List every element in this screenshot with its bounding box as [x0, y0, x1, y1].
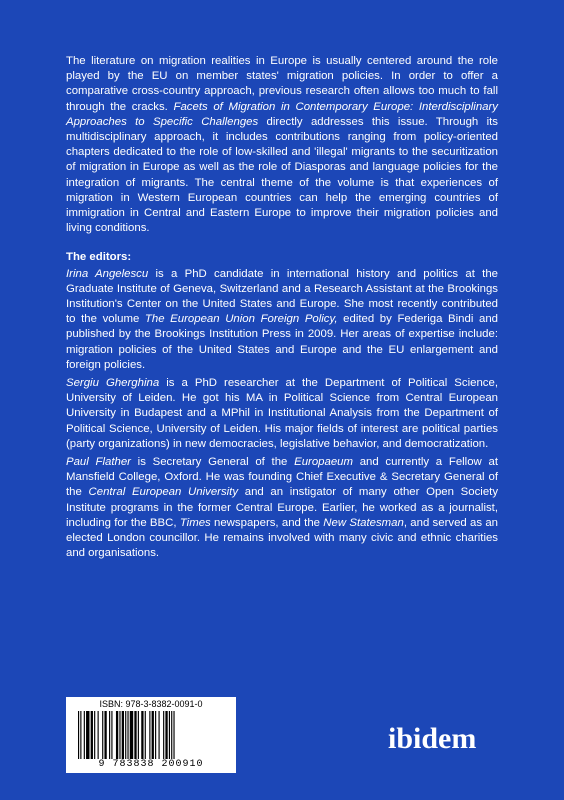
publication-name: New Statesman	[323, 516, 404, 529]
editor-name: Irina Angelescu	[66, 267, 149, 280]
book-title: Facets of Migration in Contemporary Europe: Interdisciplinary Approaches to Specific Challenges	[66, 100, 498, 128]
bio-text: edited by Federiga Bindi and published by the Brookings Institution Press in 2009. Her areas of expertise include: migration policies of the United States and Europe and the EU enlargement and foreign policies.	[66, 313, 498, 371]
editor-bio-flather	[66, 455, 498, 561]
barcode-bars-icon	[78, 711, 226, 759]
bio-text: newspapers, and the	[210, 516, 324, 529]
isbn-label: ISBN: 978-3-8382-0091-0	[99, 699, 203, 709]
isbn-barcode	[66, 697, 236, 773]
editors-heading: The editors:	[66, 251, 132, 264]
book-reference: The European Union Foreign Policy,	[144, 313, 338, 326]
editor-bio-angelescu	[66, 267, 498, 373]
intro-paragraph	[66, 54, 498, 236]
bio-text: is Secretary General of the	[130, 456, 295, 469]
bio-text: , and served as an elected London councillor. He remains involved with many civic and ethnic charities and organisations.	[66, 516, 499, 560]
bio-text: is a PhD candidate in international history and politics at the Graduate Institute of Geneva, Switzerland and a Research Assistant at the Brookings Institution's Center on the United States and Europe. She most recently contributed to the volume	[66, 267, 499, 326]
bio-text: and an instigator of many other Open Society Institute programs in the former Central Europe. Earlier, he worked as a journalist, including for the BBC,	[66, 486, 499, 529]
publication-name: Times	[179, 516, 211, 529]
editor-name: Paul Flather	[66, 456, 131, 469]
organization-name: Europaeum	[294, 456, 353, 469]
organization-name: Central European University	[88, 486, 239, 499]
editor-bio-gherghina	[66, 376, 498, 452]
bio-text: and currently a Fellow at Mansfield College, Oxford. He was founding Chief Executive & Secretary General of the	[66, 456, 498, 499]
bio-text: is a PhD researcher at the Department of Political Science, University of Leiden. He got his MA in Political Science from Central European University in Budapest and a MPhil in Institutional Analysis from the Department of Political Science, University of Leiden. His major fields of interest are political parties (party organizations) in new democracies, legislative behavior, and democratization.	[66, 377, 498, 450]
intro-text-cont: directly addresses this issue. Through its multidisciplinary approach, it includes contributions ranging from policy-oriented chapters dedicated to the role of low-skilled and 'illegal' migrants to the securitization of migration in Europe as well as the role of Diasporas and language policies for the integration of migrants. The central theme of the volume is that experiences of migration in Western European countries can help the emerging countries of immigration in Central and Eastern Europe to improve their migration policies and living conditions.	[66, 115, 498, 235]
publisher-logo: ibidem	[388, 722, 477, 755]
barcode-digits: 9 783838 200910	[98, 759, 204, 770]
intro-text: The literature on migration realities in Europe is usually centered around the role played by the EU on member states' migration policies. In order to offer a comparative cross-country approach, previous research often allows too much to fall through the cracks.	[66, 55, 498, 113]
cover-text	[66, 54, 498, 565]
editor-name: Sergiu Gherghina	[66, 377, 160, 390]
